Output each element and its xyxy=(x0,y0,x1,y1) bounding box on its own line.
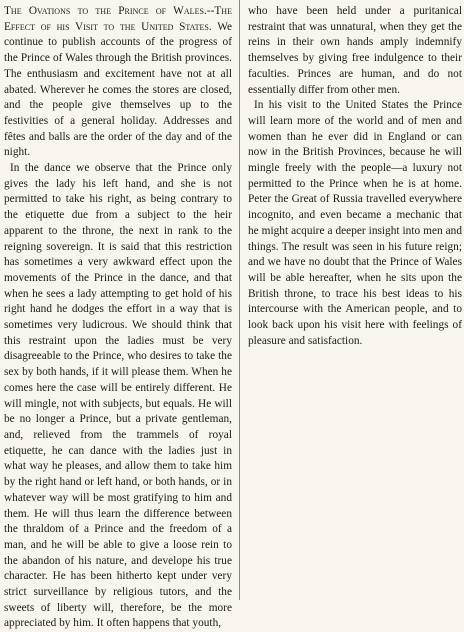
headline-part2: The Effect of his Visit to the United States. xyxy=(4,5,232,33)
article-paragraph-2: In the dance we observe that the Prince only gives the lady his left hand, and she is not permitted to take his right, as being contrary to the etiquette due from a subject to the heir apparent to the throne, the next in rank to the reigning sovereign. It is said that this restriction has sometimes a very awkward effect upon the movements of the Prince in the dance, and that when he sees a lady attempting to get hold of his right hand he dodges the effort in a way that is sometimes very ludicrous. We should think that this restraint upon the ladies must be very disagreeable to the Prince, who desires to take the sex by both hands, if it will please them. When he comes here the case will be entirely different. He will mingle, not with subjects, but equals. He will be no longer a Prince, but a private gentleman, and, relieved from the trammels of royal etiquette, he can dance with the ladies just in what way he pleases, and allow them to take him by the right hand or left hand, or both hands, or in whatever way will be most gratifying to him and them. He will thus learn the difference between the thraldom of a Prince and the freedom of a man, and he will be able to give a loose rein to the abandon of his nature, and develope his true character. He has been hitherto kept under very strict surveillance by religious tutors, and the sweets of liberty will, therefore, be the more appreciated by him. It often happens that youth, xyxy=(4,162,232,630)
headline-separator: -- xyxy=(206,5,215,17)
article-paragraph-4: In his visit to the United States the Prince will learn more of the world and of men and women than he ever did in England or can now in the British Provinces, because he will mingle freely with the people—a luxury not permitted to the Prince when he is at home. Peter the Great of Russia travelled everywhere incognito, and even became a mechanic that he might acquire a deeper insight into men and things. The result was seen in his future reign; and we have no doubt that the Prince of Wales will be able hereafter, when he sits upon the British throne, to trace his best ideas to his intercourse with the American people, and to look back upon his visit here with feelings of pleasure and satisfaction. xyxy=(248,99,462,347)
left-column xyxy=(4,4,232,632)
headline-part1: The Ovations to the Prince of Wales. xyxy=(4,5,207,17)
article-paragraph-3: who have been held under a puritanical restraint that was unnatural, when they get the reins in their own hands amply indemnify themselves by giving free indulgence to their faculties. Princes are human, and do not essentially differ from other men. xyxy=(248,5,462,96)
column-divider xyxy=(239,0,240,600)
article-paragraph-1: We continue to publish accounts of the progress of the Prince of Wales through the British provinces. The enthusiasm and excitement have not at all abated. Wherever he comes the stores are closed, and the people give themselves up to the festivities of a general holiday. Addresses and fêtes and balls are the order of the day and of the night. xyxy=(4,20,232,159)
right-column xyxy=(248,4,462,349)
article-opening-paragraph xyxy=(4,4,232,161)
